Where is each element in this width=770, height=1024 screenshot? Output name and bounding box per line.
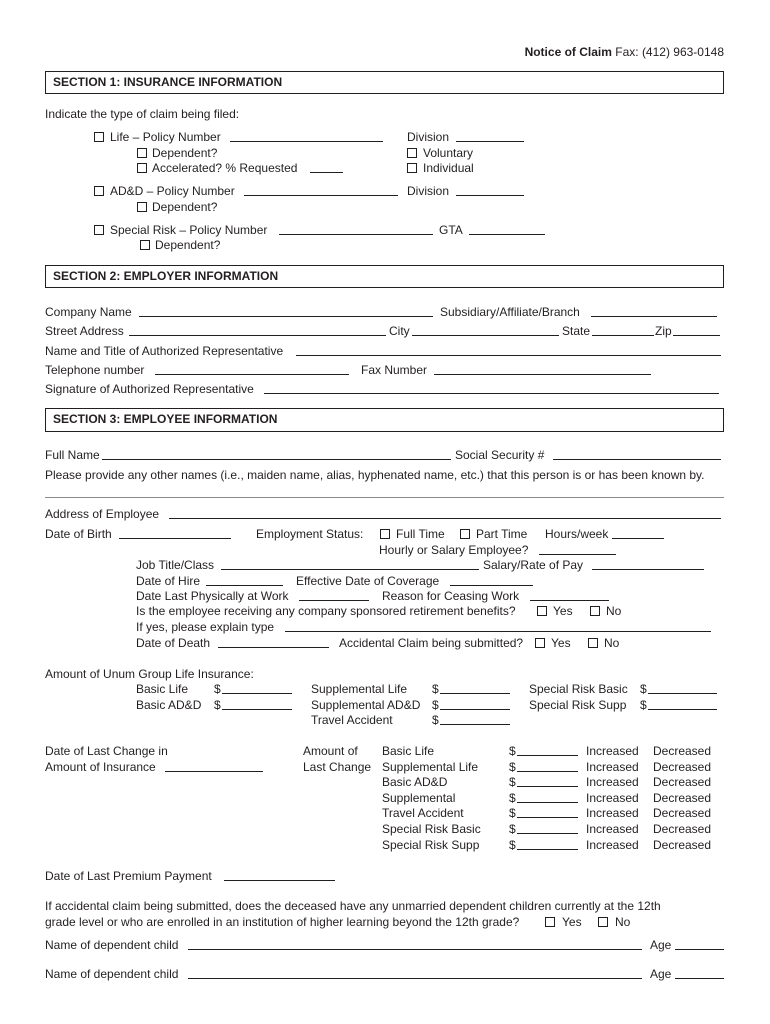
last-change-row	[0, 791, 770, 805]
retirement-yes-label: Yes	[553, 604, 573, 618]
travel-accident-amount-label: Travel Accident	[311, 713, 393, 727]
dependents-yes-checkbox[interactable]	[545, 917, 555, 927]
decreased-option[interactable]: Decreased	[653, 806, 712, 820]
job-title-label: Job Title/Class	[136, 558, 215, 572]
currency-symbol: $	[640, 698, 647, 712]
dob-row	[0, 527, 770, 541]
decreased-option[interactable]: Decreased	[653, 822, 712, 836]
section-2-header	[45, 265, 724, 288]
last-change-amount-label: Amount of	[303, 744, 358, 758]
special-risk-policy-number-field[interactable]	[279, 223, 433, 235]
full-name-row	[0, 448, 770, 462]
currency-symbol: $	[509, 791, 516, 805]
hire-row	[0, 574, 770, 588]
death-row	[0, 636, 770, 650]
basic-life-amount-field[interactable]	[222, 682, 292, 694]
currency-symbol: $	[509, 822, 516, 836]
section-1-title: SECTION 1: INSURANCE INFORMATION	[53, 75, 283, 89]
last-change-amount-field[interactable]	[517, 775, 578, 787]
effective-date-field[interactable]	[450, 574, 533, 586]
retirement-no-checkbox[interactable]	[590, 606, 600, 616]
street-address-label: Street Address	[45, 324, 124, 338]
signature-row	[0, 382, 770, 396]
rep-signature-field[interactable]	[264, 382, 719, 394]
dependents-question: grade level or who are enrolled in an institution of higher learning beyond the 12th grade?	[45, 915, 520, 929]
last-change-amount-field[interactable]	[517, 791, 578, 803]
special-risk-dependent-row	[0, 238, 770, 252]
hours-week-field[interactable]	[612, 527, 664, 539]
phone-row	[0, 363, 770, 377]
employee-address-row	[0, 507, 770, 521]
increased-option[interactable]: Increased	[586, 775, 639, 789]
voluntary-checkbox[interactable]	[407, 148, 417, 158]
accidental-yes-label: Yes	[551, 636, 571, 650]
special-risk-checkbox[interactable]	[94, 225, 104, 235]
add-checkbox[interactable]	[94, 186, 104, 196]
last-change-date-label: Date of Last Change in	[45, 744, 168, 758]
section-3-header	[45, 408, 724, 432]
amounts-row-1	[0, 682, 770, 696]
special-risk-basic-amount-label: Special Risk Basic	[529, 682, 628, 696]
last-change-amount-field[interactable]	[517, 744, 578, 756]
premium-label: Date of Last Premium Payment	[45, 869, 212, 883]
last-change-item-label: Basic Life	[382, 744, 435, 758]
dependent-child-row	[0, 938, 770, 952]
life-dependent-label: Dependent?	[152, 146, 218, 160]
basic-add-amount-field[interactable]	[222, 698, 292, 710]
employment-status-label: Employment Status:	[256, 527, 364, 541]
currency-symbol: $	[432, 682, 439, 696]
rep-name-row	[0, 344, 770, 358]
last-change-item-label: Special Risk Basic	[382, 822, 481, 836]
date-of-death-field[interactable]	[218, 636, 329, 648]
address-row	[0, 324, 770, 338]
rep-name-title-field[interactable]	[296, 344, 721, 356]
date-of-hire-label: Date of Hire	[136, 574, 201, 588]
street-address-field[interactable]	[129, 324, 386, 336]
special-risk-supp-amount-field[interactable]	[648, 698, 717, 710]
currency-symbol: $	[509, 760, 516, 774]
special-risk-policy-number-label: Special Risk – Policy Number	[110, 223, 268, 237]
accidental-no-label: No	[604, 636, 620, 650]
last-change-date-field[interactable]	[165, 760, 263, 772]
state-label: State	[562, 324, 591, 338]
accelerated-label: Accelerated? % Requested	[152, 161, 298, 175]
fax-field[interactable]	[434, 363, 651, 375]
last-change-row	[0, 775, 770, 789]
dependent-name-label: Name of dependent child	[45, 967, 179, 981]
last-change-item-label: Special Risk Supp	[382, 838, 480, 852]
currency-symbol: $	[214, 698, 221, 712]
individual-label: Individual	[423, 161, 474, 175]
reason-ceasing-label: Reason for Ceasing Work	[382, 589, 520, 603]
dependent-age-field[interactable]	[675, 938, 724, 950]
decreased-option[interactable]: Decreased	[653, 744, 712, 758]
city-label: City	[389, 324, 410, 338]
last-change-row	[0, 822, 770, 836]
explain-type-field[interactable]	[285, 620, 711, 632]
dependent-name-field[interactable]	[188, 938, 642, 950]
life-row	[0, 130, 770, 144]
employee-address-field[interactable]	[169, 507, 721, 519]
other-names-row	[0, 468, 770, 482]
supplemental-life-amount-field[interactable]	[440, 682, 510, 694]
voluntary-label: Voluntary	[423, 146, 474, 160]
premium-row	[0, 869, 770, 883]
section-3-title: SECTION 3: EMPLOYEE INFORMATION	[53, 412, 278, 426]
supplemental-add-amount-field[interactable]	[440, 698, 510, 710]
retirement-question: Is the employee receiving any company sponsored retirement benefits?	[136, 604, 516, 618]
explain-type-label: If yes, please explain type	[136, 620, 275, 634]
telephone-field[interactable]	[155, 363, 349, 375]
dependent-age-label: Age	[650, 938, 672, 952]
effective-date-label: Effective Date of Coverage	[296, 574, 440, 588]
last-change-amount-field[interactable]	[517, 760, 578, 772]
special-risk-row	[0, 223, 770, 237]
last-worked-row	[0, 589, 770, 603]
dependent-age-field[interactable]	[675, 967, 724, 979]
reason-ceasing-field[interactable]	[530, 589, 609, 601]
full-name-label: Full Name	[45, 448, 100, 462]
decreased-option[interactable]: Decreased	[653, 775, 712, 789]
decreased-option[interactable]: Decreased	[653, 838, 712, 852]
dependents-question-row	[0, 899, 770, 913]
fax-label: Fax Number	[361, 363, 428, 377]
supplemental-life-amount-label: Supplemental Life	[311, 682, 408, 696]
dependents-question-row	[0, 915, 770, 929]
currency-symbol: $	[640, 682, 647, 696]
accelerated-row	[0, 161, 770, 175]
hourly-salary-row	[0, 543, 770, 557]
add-dependent-checkbox[interactable]	[137, 202, 147, 212]
currency-symbol: $	[509, 838, 516, 852]
special-risk-dependent-checkbox[interactable]	[140, 240, 150, 250]
section-2-title: SECTION 2: EMPLOYER INFORMATION	[53, 269, 279, 283]
life-dependent-row	[0, 146, 770, 160]
amounts-heading: Amount of Unum Group Life Insurance:	[45, 667, 254, 681]
other-names-field[interactable]	[45, 497, 724, 498]
explain-type-row	[0, 620, 770, 634]
date-of-hire-field[interactable]	[206, 574, 283, 586]
add-division-label: Division	[407, 184, 450, 198]
premium-field[interactable]	[224, 869, 335, 881]
special-risk-basic-amount-field[interactable]	[648, 682, 717, 694]
salary-rate-field[interactable]	[592, 558, 704, 570]
amounts-row-2	[0, 698, 770, 712]
telephone-label: Telephone number	[45, 363, 145, 377]
full-time-label: Full Time	[396, 527, 445, 541]
last-change-row	[0, 760, 770, 774]
add-policy-number-field[interactable]	[244, 184, 398, 196]
decreased-option[interactable]: Decreased	[653, 791, 712, 805]
subsidiary-label: Subsidiary/Affiliate/Branch	[440, 305, 580, 319]
last-change-date-label: Amount of Insurance	[45, 760, 156, 774]
hourly-salary-field[interactable]	[539, 543, 616, 555]
currency-symbol: $	[509, 806, 516, 820]
rep-signature-label: Signature of Authorized Representative	[45, 382, 254, 396]
add-policy-number-label: AD&D – Policy Number	[110, 184, 235, 198]
full-time-checkbox[interactable]	[380, 529, 390, 539]
part-time-checkbox[interactable]	[460, 529, 470, 539]
zip-field[interactable]	[673, 324, 720, 336]
date-last-worked-field[interactable]	[299, 589, 369, 601]
dependent-age-label: Age	[650, 967, 672, 981]
accidental-no-checkbox[interactable]	[588, 638, 598, 648]
dependents-no-label: No	[615, 915, 631, 929]
employee-address-label: Address of Employee	[45, 507, 160, 521]
accidental-yes-checkbox[interactable]	[535, 638, 545, 648]
accidental-question: Accidental Claim being submitted?	[339, 636, 524, 650]
company-name-field[interactable]	[139, 305, 433, 317]
last-change-item-label: Supplemental Life	[382, 760, 479, 774]
claim-type-prompt: Indicate the type of claim being filed:	[45, 107, 240, 121]
currency-symbol: $	[509, 744, 516, 758]
retirement-row	[0, 604, 770, 618]
subsidiary-field[interactable]	[591, 305, 717, 317]
dependent-child-row	[0, 967, 770, 981]
job-title-field[interactable]	[221, 558, 479, 570]
retirement-no-label: No	[606, 604, 622, 618]
other-names-prompt: Please provide any other names (i.e., maiden name, alias, hyphenated name, etc.) that this person is or has been known by.	[45, 468, 705, 482]
hourly-salary-label: Hourly or Salary Employee?	[379, 543, 529, 557]
last-change-amount-field[interactable]	[517, 806, 578, 818]
dependents-yes-label: Yes	[562, 915, 582, 929]
last-change-amount-label: Last Change	[303, 760, 372, 774]
accelerated-checkbox[interactable]	[137, 163, 147, 173]
increased-option[interactable]: Increased	[586, 791, 639, 805]
last-change-row	[0, 744, 770, 758]
last-change-item-label: Supplemental	[382, 791, 456, 805]
dob-label: Date of Birth	[45, 527, 112, 541]
date-of-death-label: Date of Death	[136, 636, 211, 650]
add-division-field[interactable]	[456, 184, 524, 196]
life-division-label: Division	[407, 130, 450, 144]
full-name-field[interactable]	[102, 448, 451, 460]
increased-option[interactable]: Increased	[586, 806, 639, 820]
gta-label: GTA	[439, 223, 463, 237]
amounts-heading-row	[0, 667, 770, 681]
dob-field[interactable]	[119, 527, 231, 539]
gta-field[interactable]	[469, 223, 545, 235]
ssn-label: Social Security #	[455, 448, 545, 462]
currency-symbol: $	[432, 698, 439, 712]
city-field[interactable]	[412, 324, 559, 336]
add-row	[0, 184, 770, 198]
last-change-amount-field[interactable]	[517, 822, 578, 834]
increased-option[interactable]: Increased	[586, 838, 639, 852]
date-last-worked-label: Date Last Physically at Work	[136, 589, 289, 603]
company-row	[0, 305, 770, 319]
zip-label: Zip	[655, 324, 672, 338]
company-name-label: Company Name	[45, 305, 132, 319]
special-risk-dependent-label: Dependent?	[155, 238, 221, 252]
fax-number: Fax: (412) 963-0148	[615, 45, 724, 59]
last-change-item-label: Travel Accident	[382, 806, 464, 820]
state-field[interactable]	[592, 324, 654, 336]
last-change-row	[0, 806, 770, 820]
special-risk-supp-amount-label: Special Risk Supp	[529, 698, 627, 712]
notice-header	[525, 45, 724, 59]
life-policy-number-field[interactable]	[230, 130, 383, 142]
dependent-name-label: Name of dependent child	[45, 938, 179, 952]
dependents-question: If accidental claim being submitted, does the deceased have any unmarried dependent children currently at the 12th	[45, 899, 661, 913]
job-title-row	[0, 558, 770, 572]
retirement-yes-checkbox[interactable]	[537, 606, 547, 616]
rep-name-title-label: Name and Title of Authorized Representative	[45, 344, 284, 358]
last-change-row	[0, 838, 770, 852]
dependent-name-field[interactable]	[188, 967, 642, 979]
last-change-amount-field[interactable]	[517, 838, 578, 850]
life-division-field[interactable]	[456, 130, 524, 142]
hours-week-label: Hours/week	[545, 527, 609, 541]
increased-option[interactable]: Increased	[586, 760, 639, 774]
individual-checkbox[interactable]	[407, 163, 417, 173]
add-dependent-row	[0, 200, 770, 214]
dependents-no-checkbox[interactable]	[598, 917, 608, 927]
travel-accident-amount-field[interactable]	[440, 713, 510, 725]
claim-type-prompt-row	[0, 107, 770, 121]
life-policy-number-label: Life – Policy Number	[110, 130, 221, 144]
increased-option[interactable]: Increased	[586, 744, 639, 758]
basic-add-amount-label: Basic AD&D	[136, 698, 202, 712]
life-checkbox[interactable]	[94, 132, 104, 142]
increased-option[interactable]: Increased	[586, 822, 639, 836]
form-title: Notice of Claim	[524, 45, 612, 59]
salary-rate-label: Salary/Rate of Pay	[483, 558, 584, 572]
ssn-field[interactable]	[553, 448, 721, 460]
basic-life-amount-label: Basic Life	[136, 682, 189, 696]
decreased-option[interactable]: Decreased	[653, 760, 712, 774]
currency-symbol: $	[509, 775, 516, 789]
last-change-item-label: Basic AD&D	[382, 775, 448, 789]
amounts-row-3	[0, 713, 770, 727]
percent-requested-field[interactable]	[310, 161, 343, 173]
section-1-header	[45, 71, 724, 94]
supplemental-add-amount-label: Supplemental AD&D	[311, 698, 421, 712]
part-time-label: Part Time	[476, 527, 528, 541]
add-dependent-label: Dependent?	[152, 200, 218, 214]
currency-symbol: $	[214, 682, 221, 696]
life-dependent-checkbox[interactable]	[137, 148, 147, 158]
currency-symbol: $	[432, 713, 439, 727]
